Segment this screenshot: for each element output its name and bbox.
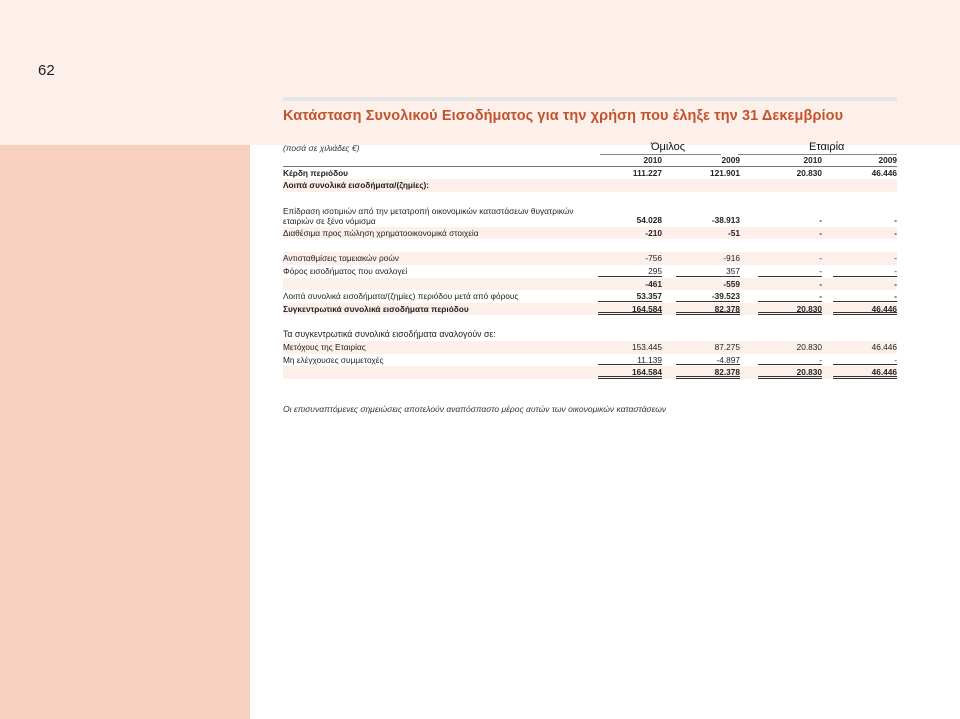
row-label: Διαθέσιμα προς πώληση χρηματοοικονομικά στοιχεία [283,227,479,238]
spacer-row [283,192,897,205]
row-label-line: εταιριών σε ξένο νόμισμα [283,215,376,226]
value-cell: - [758,354,822,367]
value-cell: -916 [723,253,740,264]
value-cell: - [833,354,897,367]
value-cell: -210 [645,227,662,238]
row-label: Συγκεντρωτικά συνολικά εισοδήματα περιόδου [283,303,469,314]
value-cell: - [758,265,822,278]
row-label: Λοιπά συνολικά εισοδήματα/(ζημίες): [283,180,430,191]
row-label-line: Επίδραση ισοτιμιών από την μετατροπή οικονομικών καταστάσεων θυγατρικών [283,205,574,216]
income-statement-table [283,154,897,379]
value-cell: - [819,227,822,238]
table-row [283,278,897,291]
table-row [283,265,897,278]
value-cell: - [894,278,897,289]
year-header: 2010 [803,155,822,165]
value-cell: - [833,290,897,303]
spacer-row [283,315,897,328]
value-cell: - [819,253,822,264]
table-row [283,167,897,180]
value-cell: 295 [598,265,662,278]
value-cell: 46.446 [871,167,897,178]
value-cell: -461 [645,278,662,289]
value-cell: -559 [723,278,740,289]
table-row [283,252,897,265]
value-cell: -756 [645,253,662,264]
footnote: Οι επισυναπτόμενες σημειώσεις αποτελούν αναπόσπαστο μέρος αυτών των οικονομικών καταστάσεων [283,404,667,414]
row-label: Λοιπά συνολικά εισοδήματα/(ζημίες) περιόδου μετά από φόρους [283,291,519,302]
row-label: Μετόχους της Εταιρίας [283,341,366,352]
table-row [283,290,897,303]
table-row [283,179,897,192]
value-cell: -39.523 [676,290,740,303]
table-row [283,227,897,240]
row-label: Τα συγκεντρωτικά συνολικά εισοδήματα αναλογούν σε: [283,329,496,340]
table-row [283,205,897,227]
spacer-row [283,239,897,252]
row-label: Κέρδη περιόδου [283,167,348,178]
value-cell: - [894,214,897,225]
table-row [283,366,897,379]
years-header-row [283,154,897,167]
value-cell: 357 [676,265,740,278]
value-cell: -38.913 [711,214,740,225]
value-cell: - [894,253,897,264]
value-cell: 11.139 [598,354,662,367]
value-cell: - [833,265,897,278]
value-cell: 87.275 [714,341,740,352]
value-cell: -4.897 [676,354,740,367]
value-cell: 111.227 [632,167,662,178]
value-cell: -51 [728,227,740,238]
value-cell: - [819,278,822,289]
value-cell: 20.830 [758,303,822,316]
statement-rows [283,167,897,379]
year-header: 2010 [643,155,662,165]
value-cell: 46.446 [833,303,897,316]
table-row [283,354,897,367]
row-label: Φόρος εισοδήματος που αναλογεί [283,265,408,276]
value-cell: 20.830 [796,167,822,178]
page-title: Κατάσταση Συνολικού Εισοδήματος για την χρήση που έληξε την 31 Δεκεμβρίου [283,108,844,124]
units-note: (ποσά σε χιλιάδες €) [283,143,360,153]
row-label: Μη ελέγχουσες συμμετοχές [283,354,384,365]
value-cell: 121.901 [710,167,740,178]
value-cell: 20.830 [796,341,822,352]
value-cell: 82.378 [676,366,740,379]
value-cell: 164.584 [598,303,662,316]
value-cell: - [758,290,822,303]
page-number: 62 [38,62,55,79]
table-row [283,341,897,354]
value-cell: - [894,227,897,238]
row-label: Αντισταθμίσεις ταμειακών ροών [283,253,399,264]
value-cell: 82.378 [676,303,740,316]
value-cell: 20.830 [758,366,822,379]
year-header: 2009 [721,155,740,165]
value-cell: 46.446 [871,341,897,352]
value-cell: 46.446 [833,366,897,379]
group-column-header: Όμιλος [651,141,686,153]
value-cell: 54.028 [636,214,662,225]
value-cell: 164.584 [598,366,662,379]
value-cell: 53.357 [598,290,662,303]
table-row [283,303,897,316]
value-cell: - [819,214,822,225]
title-rule [283,97,897,101]
year-header: 2009 [878,155,897,165]
company-column-header: Εταιρία [809,141,845,153]
row-label [283,206,574,226]
table-row [283,328,897,341]
value-cell: 153.445 [632,341,662,352]
